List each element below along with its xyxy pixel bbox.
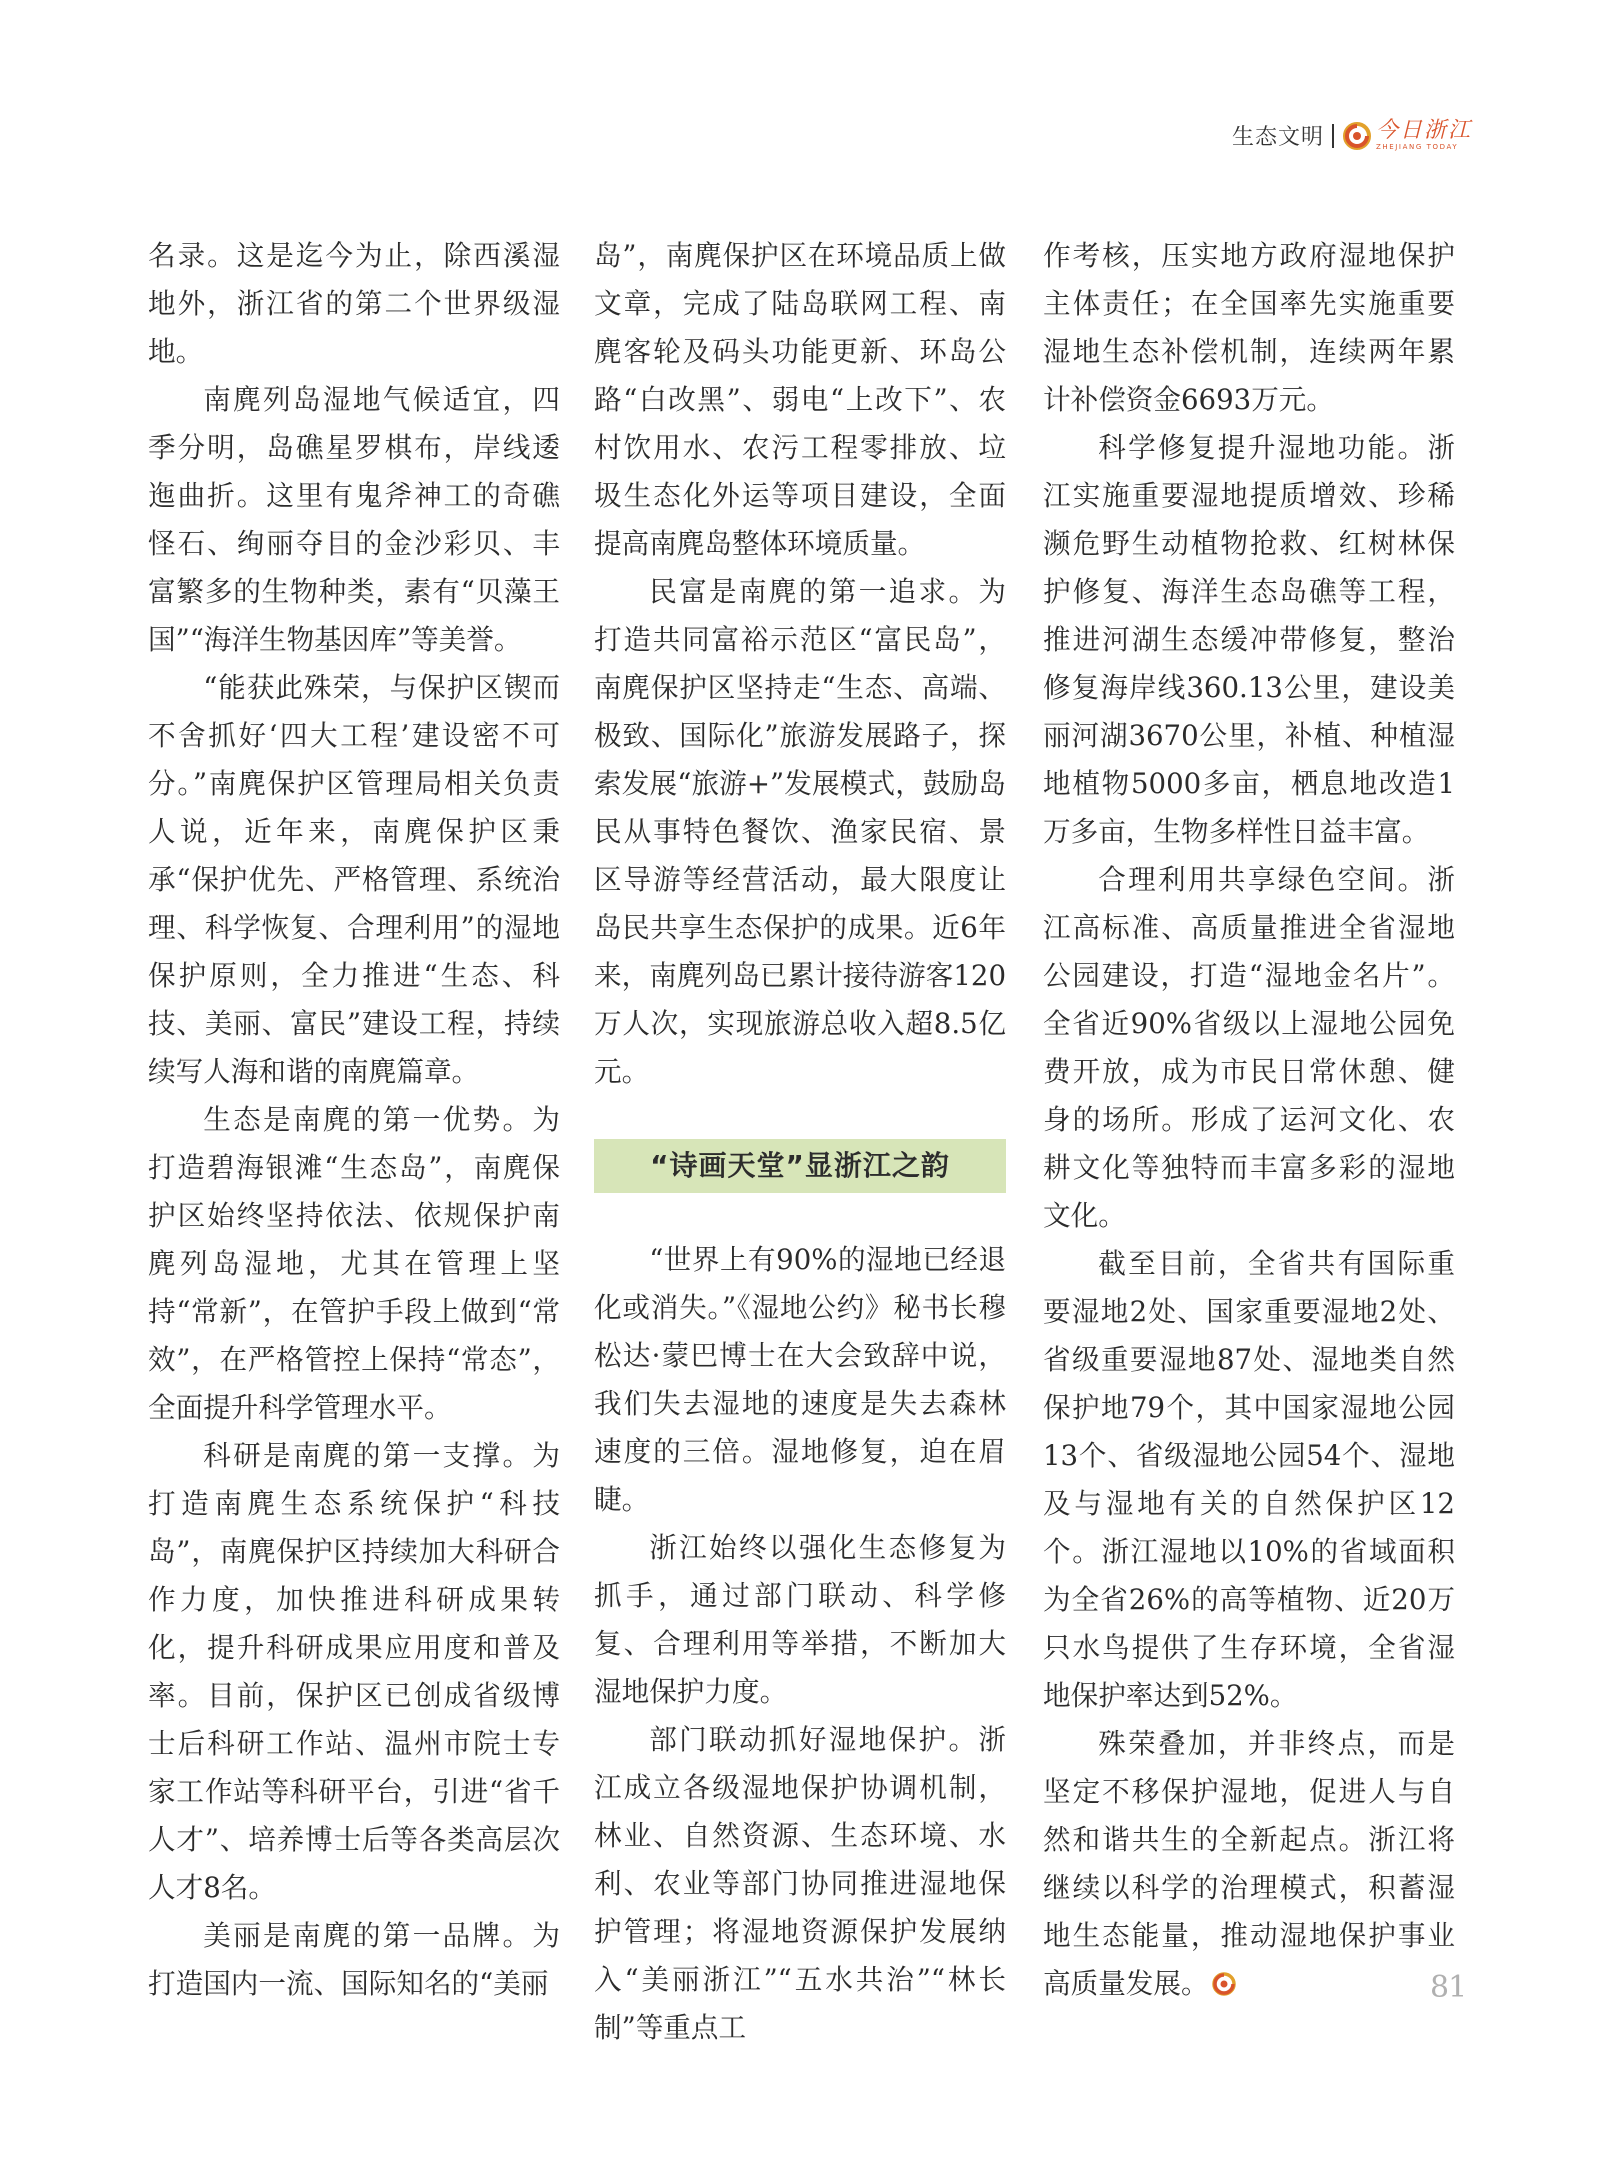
paragraph: 科研是南麂的第一支撑。为打造南麂生态系统保护“科技岛”，南麂保护区持续加大科研合作力度，加快推进科研成果转化，提升科研成果应用度和普及率。目前，保护区已创成省级博士后科研工作站、温州市院士专家工作站等科研平台，引进“省千人才”、培养博士后等各类高层次人才8名。: [148, 1439, 560, 1904]
header-divider: [1332, 124, 1334, 148]
paragraph: 科学修复提升湿地功能。浙江实施重要湿地提质增效、珍稀濒危野生动植物抢救、红树林保护修复、海洋生态岛礁等工程，推进河湖生态缓冲带修复，整治修复海岸线360.13公里，建设美丽河湖3670公里，补植、种植湿地植物5000多亩，栖息地改造1万多亩，生物多样性日益丰富。: [1043, 431, 1455, 848]
paragraph: 生态是南麂的第一优势。为打造碧海银滩“生态岛”，南麂保护区始终坚持依法、依规保护南麂列岛湿地，尤其在管理上坚持“常新”，在管护手段上做到“常效”，在严格管控上保持“常态”，全面提升科学管理水平。: [148, 1103, 560, 1424]
paragraph: “能获此殊荣，与保护区锲而不舍抓好‘四大工程’建设密不可分。”南麂保护区管理局相关负责人说，近年来，南麂保护区秉承“保护优先、严格管理、系统治理、科学恢复、合理利用”的湿地保护原则，全力推进“生态、科技、美丽、富民”建设工程，持续续写人海和谐的南麂篇章。: [148, 671, 560, 1088]
section-subheading: “诗画天堂”显浙江之韵: [594, 1139, 1006, 1193]
paragraph: 作考核，压实地方政府湿地保护主体责任；在全国率先实施重要湿地生态补偿机制，连续两年累计补偿资金6693万元。: [1043, 239, 1455, 416]
paragraph-text: 殊荣叠加，并非终点，而是坚定不移保护湿地，促进人与自然和谐共生的全新起点。浙江将继续以科学的治理模式，积蓄湿地生态能量，推动湿地保护事业高质量发展。: [1043, 1727, 1455, 2000]
final-paragraph: [1043, 1720, 1455, 2008]
paragraph: 部门联动抓好湿地保护。浙江成立各级湿地保护协调机制，林业、自然资源、生态环境、水利、农业等部门协同推进湿地保护管理；将湿地资源保护发展纳入“美丽浙江”“五水共治”“林长制”等重点工: [594, 1723, 1006, 2044]
article-column-1: [148, 232, 560, 2008]
paragraph: 美丽是南麂的第一品牌。为打造国内一流、国际知名的“美丽: [148, 1919, 560, 2000]
logo-english: ZHEJIANG TODAY: [1375, 143, 1459, 151]
page-header: [1232, 120, 1472, 151]
paragraph: 名录。这是迄今为止，除西溪湿地外，浙江省的第二个世界级湿地。: [148, 239, 560, 368]
paragraph: 合理利用共享绿色空间。浙江高标准、高质量推进全省湿地公园建设，打造“湿地金名片”。全省近90%省级以上湿地公园免费开放，成为市民日常休憩、健身的场所。形成了运河文化、农耕文化等独特而丰富多彩的湿地文化。: [1043, 863, 1455, 1232]
logo-text: [1376, 120, 1472, 151]
page-number: 81: [1430, 1970, 1467, 2005]
paragraph: 截至目前，全省共有国际重要湿地2处、国家重要湿地2处、省级重要湿地87处、湿地类自然保护地79个，其中国家湿地公园13个、省级湿地公园54个、湿地及与湿地有关的自然保护区12个。浙江湿地以10%的省域面积为全省26%的高等植物、近20万只水鸟提供了生存环境，全省湿地保护率达到52%。: [1043, 1247, 1455, 1712]
end-mark-icon: [1211, 1971, 1237, 1997]
section-label: 生态文明: [1231, 125, 1324, 150]
article-column-3: [1043, 232, 1455, 2008]
logo-chinese: 今日浙江: [1375, 118, 1472, 143]
paragraph: 南麂列岛湿地气候适宜，四季分明，岛礁星罗棋布，岸线逶迤曲折。这里有鬼斧神工的奇礁怪石、绚丽夺目的金沙彩贝、丰富繁多的生物种类，素有“贝藻王国”“海洋生物基因库”等美誉。: [148, 383, 560, 656]
paragraph: 岛”，南麂保护区在环境品质上做文章，完成了陆岛联网工程、南麂客轮及码头功能更新、环岛公路“白改黑”、弱电“上改下”、农村饮用水、农污工程零排放、垃圾生态化外运等项目建设，全面提高南麂岛整体环境质量。: [594, 239, 1006, 560]
article-column-2: [594, 232, 1006, 2052]
paragraph: 浙江始终以强化生态修复为抓手，通过部门联动、科学修复、合理利用等举措，不断加大湿地保护力度。: [594, 1531, 1006, 1708]
magazine-logo: [1342, 120, 1472, 151]
zhejiang-today-logo-icon: [1342, 121, 1372, 151]
paragraph: “世界上有90%的湿地已经退化或消失。”《湿地公约》秘书长穆松达·蒙巴博士在大会致辞中说，我们失去湿地的速度是失去森林速度的三倍。湿地修复，迫在眉睫。: [594, 1243, 1006, 1516]
paragraph: 民富是南麂的第一追求。为打造共同富裕示范区“富民岛”，南麂保护区坚持走“生态、高端、极致、国际化”旅游发展路子，探索发展“旅游+”发展模式，鼓励岛民从事特色餐饮、渔家民宿、景区导游等经营活动，最大限度让岛民共享生态保护的成果。近6年来，南麂列岛已累计接待游客120万人次，实现旅游总收入超8.5亿元。: [594, 575, 1006, 1088]
